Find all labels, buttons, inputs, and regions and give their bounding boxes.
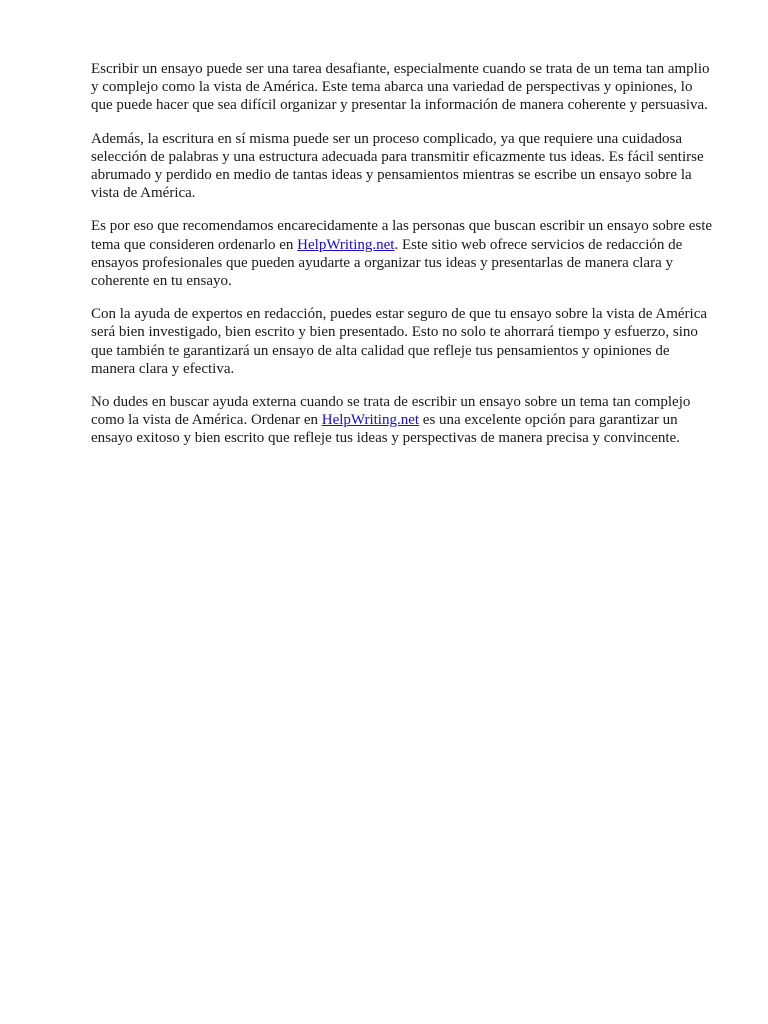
paragraph-conclusion-text-before: No dudes en buscar ayuda externa cuando se trata de escribir un ensayo sobre un tema tan complejo como la vista de América. Ordenar en bbox=[91, 394, 691, 429]
helpwriting-link[interactable]: HelpWriting.net bbox=[297, 236, 395, 253]
paragraph-recommendation-text-before: Es por eso que recomendamos encarecidamente a las personas que buscan escribir un ensayo sobre este tema que consideren ordenarlo en bbox=[91, 218, 713, 253]
paragraph-expert-help: Con la ayuda de expertos en redacción, puedes estar seguro de que tu ensayo sobre la vista de América será bien investigado, bien escrito y bien presentado. Esto no solo te ahorrará tiempo y esfuerzo, sino que también te garantizará un ensayo de alta calidad que refleje tus pensamientos y opiniones de manera clara y efectiva. bbox=[91, 306, 708, 377]
paragraph-recommendation-text-after: . Este sitio web ofrece servicios de redacción de ensayos profesionales que pueden ayudarte a organizar tus ideas y presentarlas de manera clara y coherente en tu ensayo. bbox=[91, 236, 683, 290]
paragraph-conclusion bbox=[91, 393, 717, 448]
paragraph-recommendation bbox=[91, 217, 717, 290]
paragraph-conclusion-text-after: es una excelente opción para garantizar un ensayo exitoso y bien escrito que refleje tus ideas y perspectivas de manera precisa y convincente. bbox=[91, 412, 680, 447]
paragraph-intro: Escribir un ensayo puede ser una tarea desafiante, especialmente cuando se trata de un tema tan amplio y complejo como la vista de América. Este tema abarca una variedad de perspectivas y opiniones, lo que puede hacer que sea difícil organizar y presentar la información de manera coherente y persuasiva. bbox=[91, 61, 710, 114]
paragraph-writing-process: Además, la escritura en sí misma puede ser un proceso complicado, ya que requiere una cuidadosa selección de palabras y una estructura adecuada para transmitir eficazmente tus ideas. Es fácil sentirse abrumado y perdido en medio de tantas ideas y pensamientos mientras se escribe un ensayo sobre la vista de América. bbox=[91, 130, 704, 202]
helpwriting-link-2[interactable]: HelpWriting.net bbox=[321, 412, 420, 429]
document-body bbox=[91, 60, 717, 463]
